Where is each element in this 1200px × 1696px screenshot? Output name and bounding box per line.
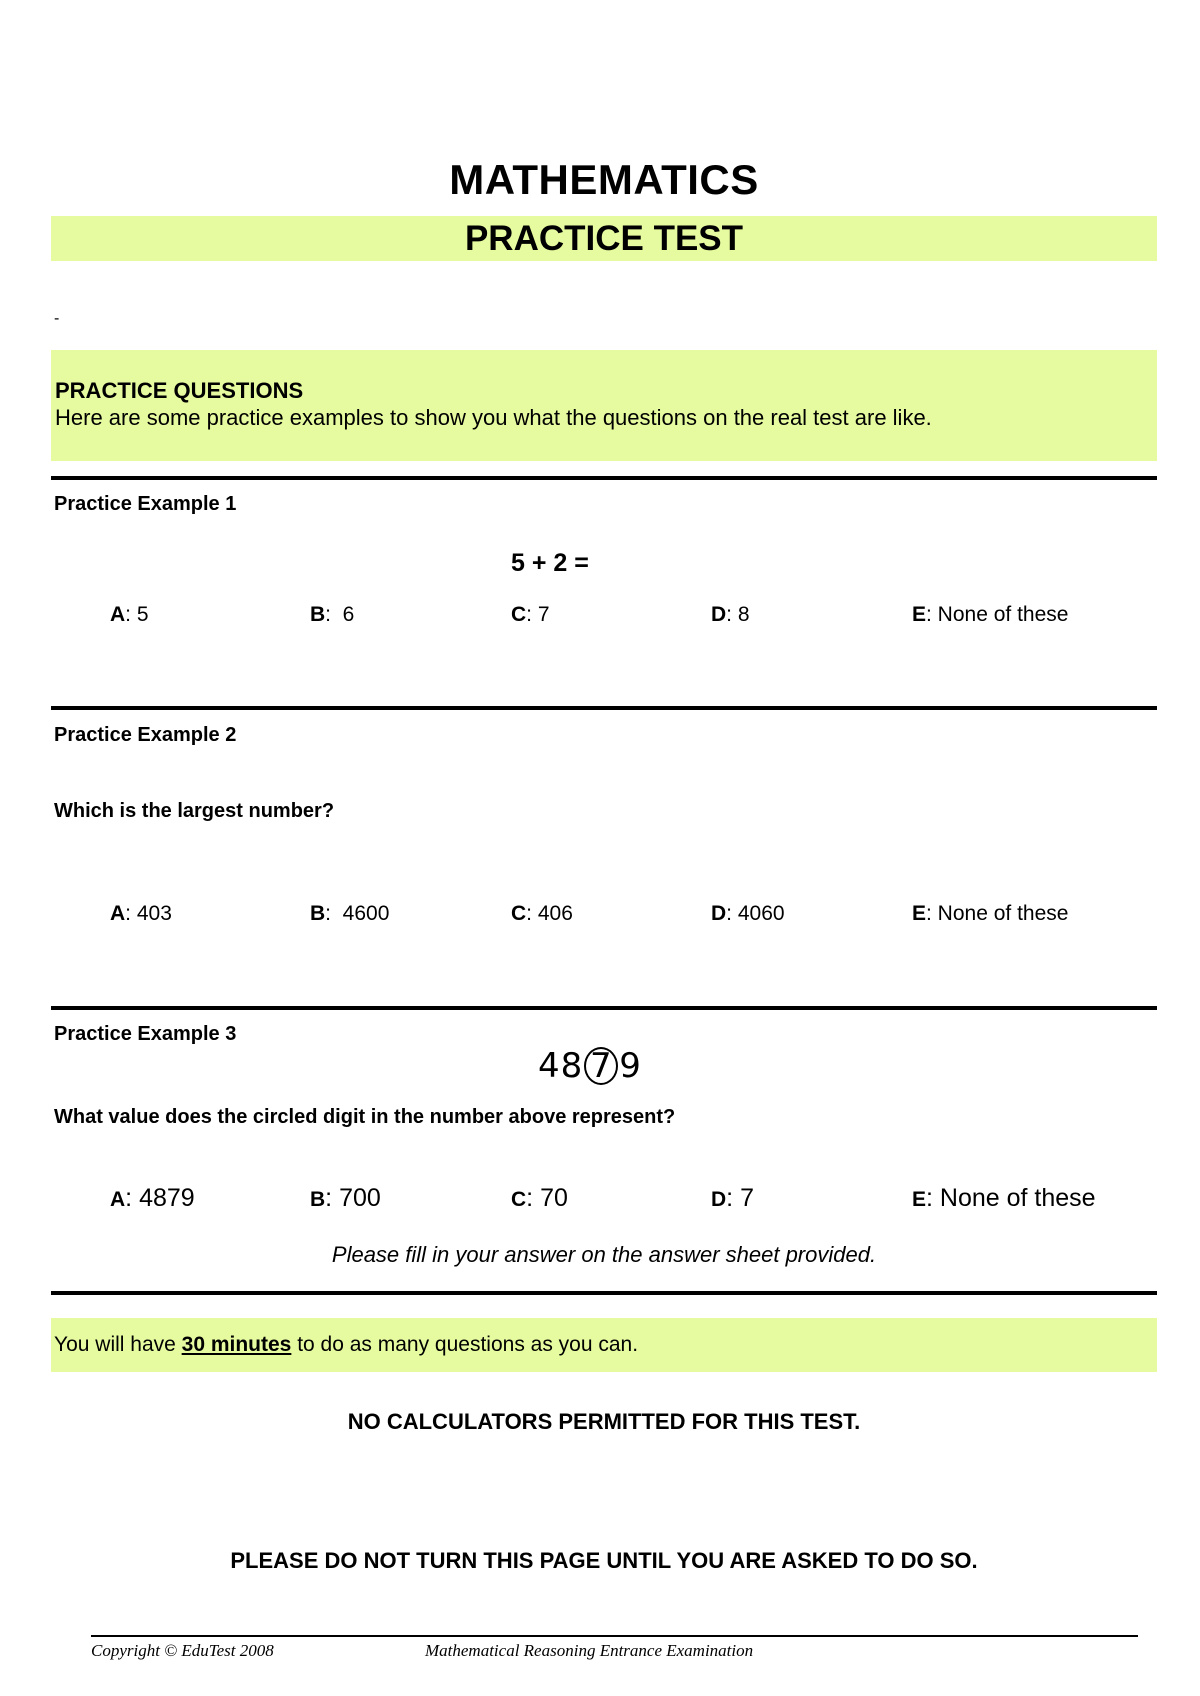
time-limit-text: You will have 30 minutes to do as many questions as you can. <box>54 1333 639 1356</box>
example-3-option-e: E: None of these <box>912 1184 1096 1212</box>
example-2-option-e: E: None of these <box>912 902 1069 925</box>
example-2-label: Practice Example 2 <box>54 724 237 746</box>
practice-questions-text: Here are some practice examples to show you what the questions on the real test are like. <box>55 405 932 430</box>
footer-rule <box>91 1635 1138 1637</box>
example-3-number-figure <box>538 1046 642 1086</box>
page-subtitle: PRACTICE TEST <box>464 219 744 258</box>
time-limit-band <box>51 1318 1157 1372</box>
divider-rule <box>51 1006 1157 1010</box>
divider-rule <box>51 1291 1157 1295</box>
example-2-option-a: A: 403 <box>110 902 172 925</box>
example-1-label: Practice Example 1 <box>54 493 237 515</box>
practice-questions-band <box>51 350 1157 461</box>
example-3-option-a: A: 4879 <box>110 1184 195 1212</box>
example-3-option-d: D: 7 <box>711 1184 754 1212</box>
example-1-option-e: E: None of these <box>912 603 1069 626</box>
circled-digit: 7 <box>584 1047 618 1085</box>
answer-sheet-note: Please fill in your answer on the answer sheet provided. <box>331 1242 877 1267</box>
example-2-question: Which is the largest number? <box>54 800 335 822</box>
example-1-option-d: D: 8 <box>711 603 750 626</box>
example-2-option-d: D: 4060 <box>711 902 785 925</box>
example-2-option-b: B: 4600 <box>310 902 390 925</box>
example-1-expression: 5 + 2 = <box>511 549 589 577</box>
page-title: MATHEMATICS <box>449 156 759 203</box>
no-calculators-notice: NO CALCULATORS PERMITTED FOR THIS TEST. <box>347 1409 861 1434</box>
example-3-question: What value does the circled digit in the number above represent? <box>54 1106 676 1128</box>
subtitle-band <box>51 216 1157 261</box>
stray-mark: - <box>54 310 60 327</box>
example-3-label: Practice Example 3 <box>54 1023 237 1045</box>
example-1-option-b: B: 6 <box>310 603 355 626</box>
divider-rule <box>51 706 1157 710</box>
example-1-option-a: A: 5 <box>110 603 149 626</box>
divider-rule <box>51 476 1157 480</box>
example-2-option-c: C: 406 <box>511 902 573 925</box>
example-3-option-c: C: 70 <box>511 1184 568 1212</box>
practice-questions-heading: PRACTICE QUESTIONS <box>55 378 304 403</box>
number-digits-before: 48 <box>538 1046 584 1086</box>
number-digits-after: 9 <box>619 1046 642 1086</box>
do-not-turn-notice: PLEASE DO NOT TURN THIS PAGE UNTIL YOU ARE ASKED TO DO SO. <box>230 1548 978 1573</box>
footer-copyright: Copyright © EduTest 2008 <box>91 1641 274 1660</box>
time-limit-value: 30 minutes <box>181 1333 292 1356</box>
example-3-option-b: B: 700 <box>310 1184 381 1212</box>
footer-exam-name: Mathematical Reasoning Entrance Examination <box>425 1641 754 1660</box>
example-1-option-c: C: 7 <box>511 603 550 626</box>
